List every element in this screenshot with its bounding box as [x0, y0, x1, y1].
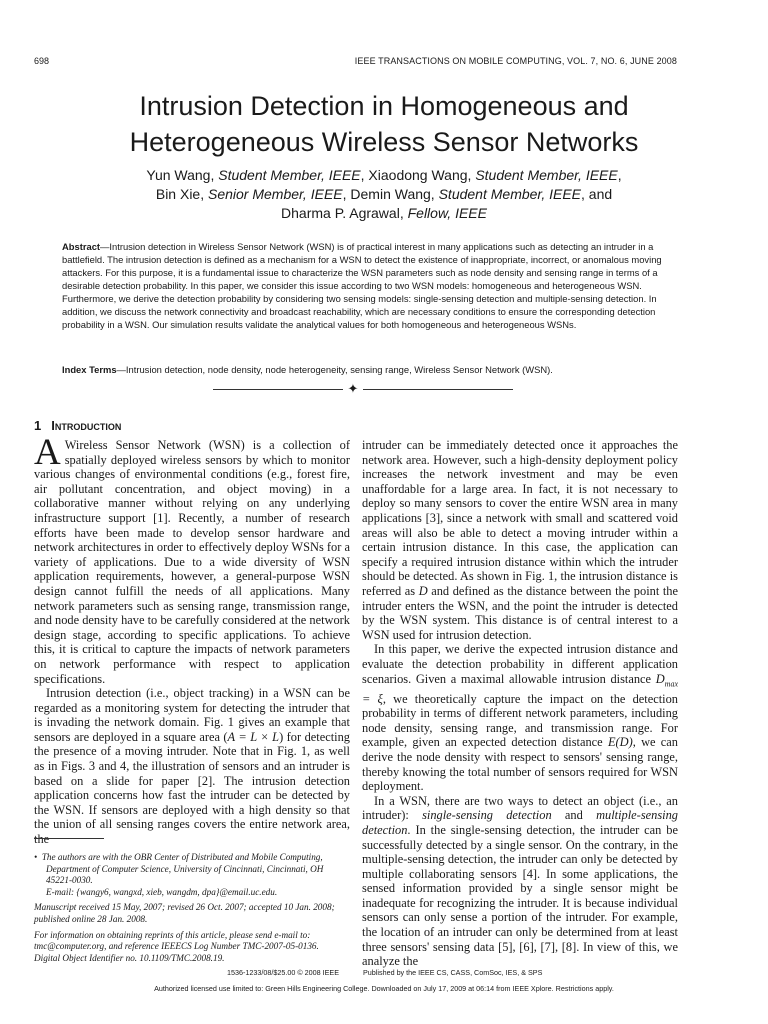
author-list: [34, 166, 734, 223]
footnote-manuscript: Manuscript received 15 May, 2007; revised 26 Oct. 2007; accepted 10 Jan. 2008; published online 28 Jan. 2008.: [34, 902, 335, 924]
author-sep: , and: [581, 186, 613, 202]
separator-rule-right: [363, 389, 513, 390]
paragraph-text: ) for detecting the presence of a moving intruder. Note that in Fig. 1, as well as in Figs. 3 and 4, the illustration of sensors and an intruder is based on a slide for paper [2]. The intrusion detection application concerns how fast the intruder can be detected by the WSN. If sensors are deployed with a high density so that the union of all sensing ranges covers the entire network area, the: [34, 729, 350, 847]
index-terms-text: —Intrusion detection, node density, node heterogeneity, sensing range, Wireless Sensor Network (WSN).: [116, 364, 553, 375]
paragraph-text: and defined as the distance between the point the intruder enters the WSN, and the point the intruder is detected by the WSN system. This distance is of central interest to a WSN used for intrusion detection.: [362, 583, 678, 642]
section-title: Introduction: [51, 418, 122, 433]
abstract: [62, 240, 678, 331]
index-terms-label: Index Terms: [62, 364, 117, 375]
paper-title: [34, 88, 734, 160]
paragraph-text: In a WSN, there are two ways to detect an object (i.e., an intruder):: [362, 793, 678, 823]
author-name: Bin Xie,: [155, 186, 208, 202]
index-terms: [62, 363, 678, 376]
author-role: Fellow, IEEE: [407, 205, 487, 221]
math-expression: E(D): [607, 735, 633, 750]
paragraph-text: , we can derive the node density with respect to sensors' sensing range, thereby knowing the total number of sensors required for WSN deployment.: [362, 735, 678, 794]
bullet-icon: •: [34, 852, 38, 862]
paragraph: [34, 686, 350, 847]
math-expression: D: [418, 583, 428, 598]
footer-publisher: Published by the IEEE CS, CASS, ComSoc, IES, & SPS: [363, 968, 543, 977]
math-expression: D: [655, 671, 665, 686]
author-name: , Demin Wang,: [342, 186, 439, 202]
journal-header: IEEE TRANSACTIONS ON MOBILE COMPUTING, VOL. 7, NO. 6, JUNE 2008: [354, 56, 677, 66]
author-name: , Xiaodong Wang,: [360, 167, 476, 183]
author-role: Senior Member, IEEE: [208, 186, 343, 202]
emphasis: multiple-sensing detection: [362, 808, 678, 837]
paragraph-text: and: [551, 808, 597, 823]
footnote-reprints: For information on obtaining reprints of this article, please send e-mail to: tmc@computer.org, and reference IEEECS Log Number TMC-2007-05-0136.: [34, 929, 319, 952]
author-name: Yun Wang,: [146, 167, 219, 183]
section-number: 1: [34, 418, 42, 433]
paragraph-text: In this paper, we derive the expected intrusion distance and evaluate the detection probability in different application scenarios. Given a maximal allowable intrusion distance: [362, 642, 678, 686]
page-number: 698: [34, 56, 50, 66]
paragraph-text: , we theoretically capture the impact on the detection probability in terms of different network parameters, including node density, sensing range, and transmission range. For example, given an expected detection distance: [362, 691, 679, 750]
paragraph-text: . In the single-sensing detection, the intruder can be successfully detected by a single sensor. On the contrary, in the multiple-sensing detection, the intruder can only be detected by multiple collaborating sensors [4]. In some applications, the sensed information provided by a single sensor might be inadequate for recognizing the intruder. It is because individual sensors can only sense a portion of the intruder. For example, the location of an intruder can only be determined from at least three sensors' sensing data [5], [6], [7], [8]. In view of this, we analyze the: [362, 822, 678, 969]
math-subscript: max: [664, 678, 678, 688]
footnote-rule: [34, 838, 104, 839]
section-heading: [34, 418, 121, 433]
paragraph: [362, 438, 678, 642]
title-line-2: Heterogeneous Wireless Sensor Networks: [129, 127, 639, 157]
body-column-left: [34, 432, 350, 847]
footnote-doi: Digital Object Identifier no. 10.1109/TMC.2008.19.: [34, 952, 225, 963]
math-expression: = ξ: [362, 691, 383, 706]
paragraph: [362, 642, 678, 793]
author-role: Student Member, IEEE: [475, 167, 618, 183]
title-line-1: Intrusion Detection in Homogeneous and: [139, 91, 629, 121]
emphasis: single-sensing detection: [422, 808, 552, 823]
paragraph: [34, 432, 350, 686]
math-expression: A = L × L: [227, 729, 280, 744]
separator-rule-left: [213, 389, 343, 390]
footnote-affiliation: [34, 852, 350, 898]
separator-diamond-icon: ✦: [347, 381, 359, 396]
footnote-text: The authors are with the OBR Center of Distributed and Mobile Computing, Department of Computer Science, University of Cincinnati, Cincinnati, OH 45221-0030.: [41, 852, 324, 886]
body-column-right: [362, 438, 678, 969]
author-sep: ,: [617, 167, 622, 183]
paragraph-text: Wireless Sensor Network (WSN) is a collection of spatially deployed wireless sensors by which to monitor various changes of environmental conditions (e.g., forest fire, air pollutant concentration, and object moving) in a collaborative manner without relying on any underlying infrastructure support [1]. Recently, a number of research efforts have been made to develop sensor hardware and network architectures in order to effectively deploy WSNs for a variety of applications. Due to a wide diversity of WSN application requirements, however, a general-purpose WSN design cannot fulfill the needs of all applications. Many network parameters such as sensing range, transmission range, and node density have to be carefully considered at the network design stage, according to specific applications. To achieve this, it is critical to capture the impacts of network parameters on network performance with respect to application specifications.: [34, 438, 350, 686]
footer-authorized-use: Authorized licensed use limited to: Green Hills Engineering College. Downloaded on July 17, 2009 at 06:14 from IEEE Xplore. Restrictions apply.: [154, 984, 614, 993]
abstract-label: Abstract: [62, 241, 101, 252]
drop-cap: A: [34, 432, 61, 473]
paragraph-text: Intrusion detection (i.e., object tracking) in a WSN can be regarded as a monitoring system for detecting the intruder that is invading the network domain. Fig. 1 gives an example that sensors are deployed in a square area (: [34, 686, 350, 744]
footnotes: [34, 852, 350, 968]
abstract-text: —Intrusion detection in Wireless Sensor Network (WSN) is of practical interest in many applications such as detecting an intruder in a battlefield. The intrusion detection is defined as a mechanism for a WSN to detect the existence of inappropriate, incorrect, or anomalous moving attackers. For this purpose, it is a fundamental issue to characterize the WSN parameters such as node density and sensing range in terms of a desirable detection probability. In this paper, we consider this issue according to two WSN models: homogeneous and heterogeneous WSN. Furthermore, we derive the detection probability by considering two sensing models: single-sensing detection and multiple-sensing detection. In addition, we discuss the network connectivity and broadcast reachability, which are necessary conditions to ensure the corresponding detection probability in a WSN. Our simulation results validate the analytical values for both homogeneous and heterogeneous WSNs.: [62, 241, 662, 330]
author-name: Dharma P. Agrawal,: [281, 205, 408, 221]
author-role: Student Member, IEEE: [218, 167, 361, 183]
paragraph: [362, 794, 678, 969]
footnote-email: E-mail: {wangy6, wangxd, xieb, wangdm, dpa}@email.uc.edu.: [46, 886, 278, 897]
paragraph-text: intruder can be immediately detected once it approaches the network area. However, such a high-density deployment policy increases the network investment and may be even unaffordable for a large area. In fact, it is not necessary to deploy so many sensors to cover the entire WSN area in many applications [3], since a network with small and scattered void areas will also be able to detect a moving intruder within a certain intrusion distance. In this case, the application can specify a required intrusion distance within which the intruder should be detected. As shown in Fig. 1, the intrusion distance is referred as: [362, 438, 678, 598]
author-role: Student Member, IEEE: [438, 186, 581, 202]
footer-issn: 1536-1233/08/$25.00 © 2008 IEEE: [227, 968, 339, 977]
